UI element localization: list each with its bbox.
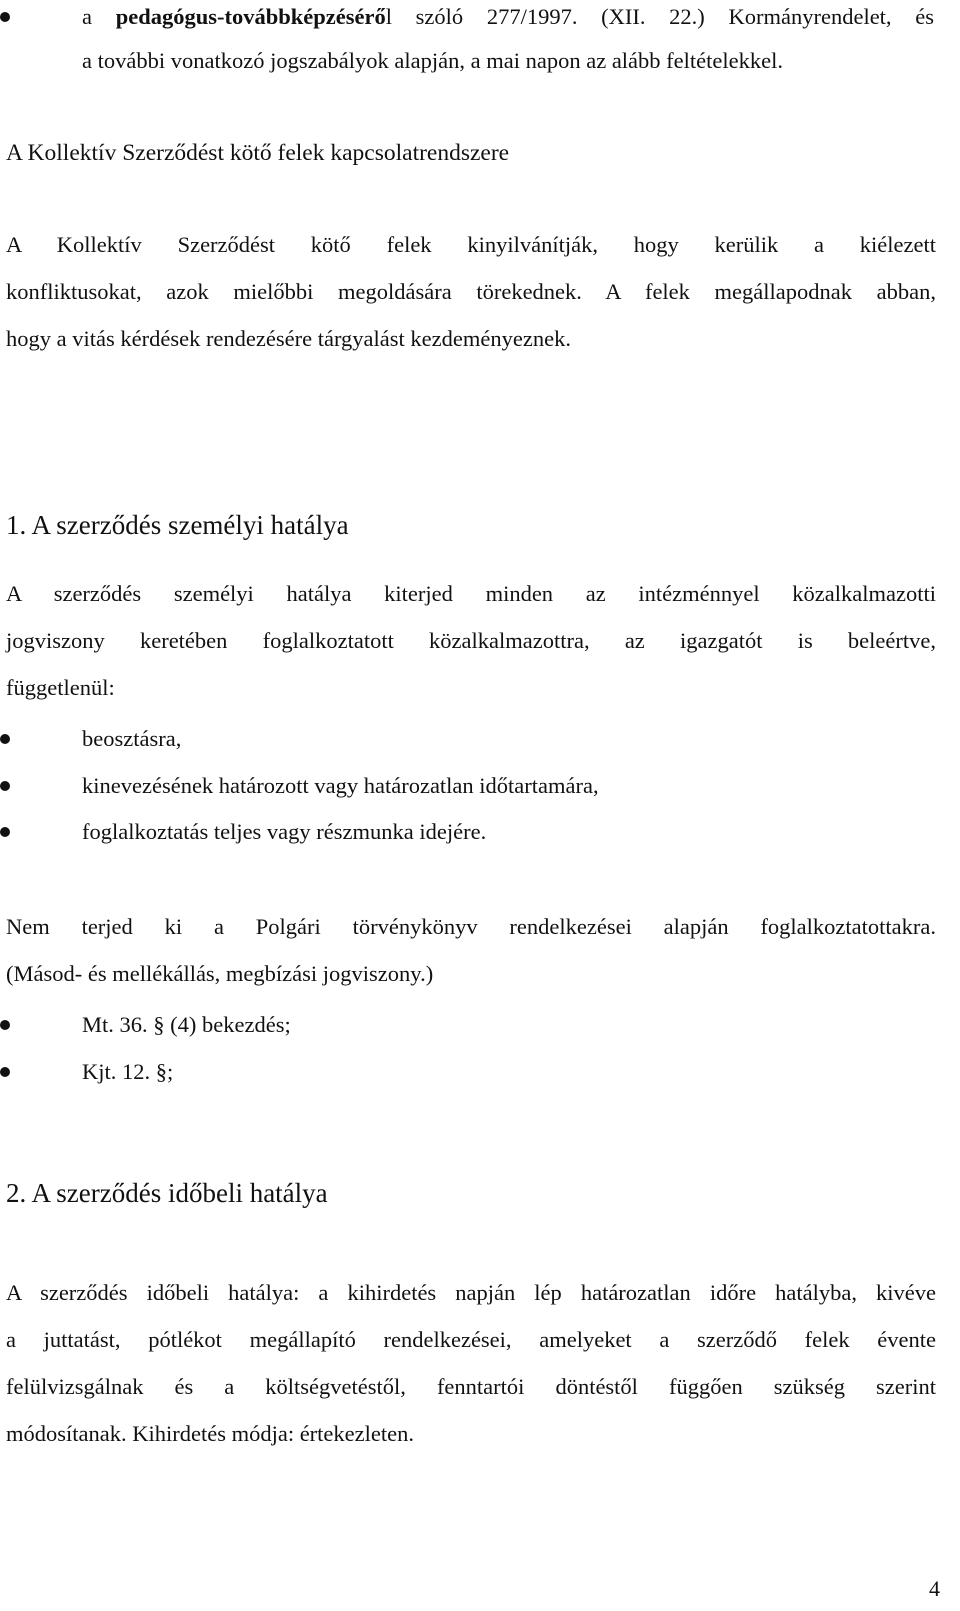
intro-bullet-line1: a pedagógus-továbbképzéséről szóló 277/1997. (XII. 22.) Kormányrendelet, és — [82, 4, 934, 29]
section1-para2-line-1: Nem terjed ki a Polgári törvénykönyv rendelkezései alapján foglalkoztatottakra. — [6, 914, 936, 939]
bullet-dot-icon — [0, 12, 10, 22]
section1-heading: 1. A szerződés személyi hatálya — [6, 510, 349, 540]
bullet-dot-icon — [0, 827, 10, 837]
section1-bullet-2: kinevezésének határozott vagy határozatlan időtartamára, — [36, 771, 553, 801]
bullet-dot-icon — [0, 1020, 10, 1030]
section1-para-line-3: függetlenül: — [6, 675, 115, 700]
section1-bullet-1: beosztásra, — [36, 724, 135, 754]
bullet-dot-icon — [0, 781, 10, 791]
section2-para-line-2: a juttatást, pótlékot megállapító rendelkezései, amelyeket a szerződő felek évente — [6, 1327, 936, 1352]
page-number: 4 — [929, 1576, 940, 1601]
section2-para-line-1: A szerződés időbeli hatálya: a kihirdetés napján lép határozatlan időre hatályba, kivéve — [6, 1280, 936, 1305]
law-bullet-1: Mt. 36. § (4) bekezdés; — [36, 1010, 245, 1040]
law-bullet-2: Kjt. 12. §; — [36, 1057, 127, 1087]
section2-para-line-3: felülvizsgálnak és a költségvetéstől, fenntartói döntéstől függően szükség szerint — [6, 1374, 936, 1399]
section1-bullet-3: foglalkoztatás teljes vagy részmunka idejére. — [36, 817, 440, 847]
relations-para-line-1: A Kollektív Szerződést kötő felek kinyilvánítják, hogy kerülik a kiélezett — [6, 232, 936, 257]
intro-bullet-line2: a további vonatkozó jogszabályok alapján, a mai napon az alább feltételekkel. — [82, 48, 783, 73]
intro-bullet — [36, 2, 934, 32]
section1-para2-line-2: (Másod- és mellékállás, megbízási jogviszony.) — [6, 961, 434, 986]
relations-heading: A Kollektív Szerződést kötő felek kapcsolatrendszere — [6, 140, 510, 166]
section2-para-line-4: módosítanak. Kihirdetés módja: értekezleten. — [6, 1421, 414, 1446]
bullet-dot-icon — [0, 734, 10, 744]
relations-para-line-3: hogy a vitás kérdések rendezésére tárgyalást kezdeményeznek. — [6, 326, 571, 351]
section2-heading: 2. A szerződés időbeli hatálya — [6, 1178, 328, 1208]
section1-para-line-2: jogviszony keretében foglalkoztatott közalkalmazottra, az igazgatót is beleértve, — [6, 628, 936, 653]
bullet-dot-icon — [0, 1067, 10, 1077]
section1-para-line-1: A szerződés személyi hatálya kiterjed minden az intézménnyel közalkalmazotti — [6, 581, 936, 606]
relations-para-line-2: konfliktusokat, azok mielőbbi megoldására törekednek. A felek megállapodnak abban, — [6, 279, 936, 304]
intro-bullet-continuation — [36, 46, 783, 76]
